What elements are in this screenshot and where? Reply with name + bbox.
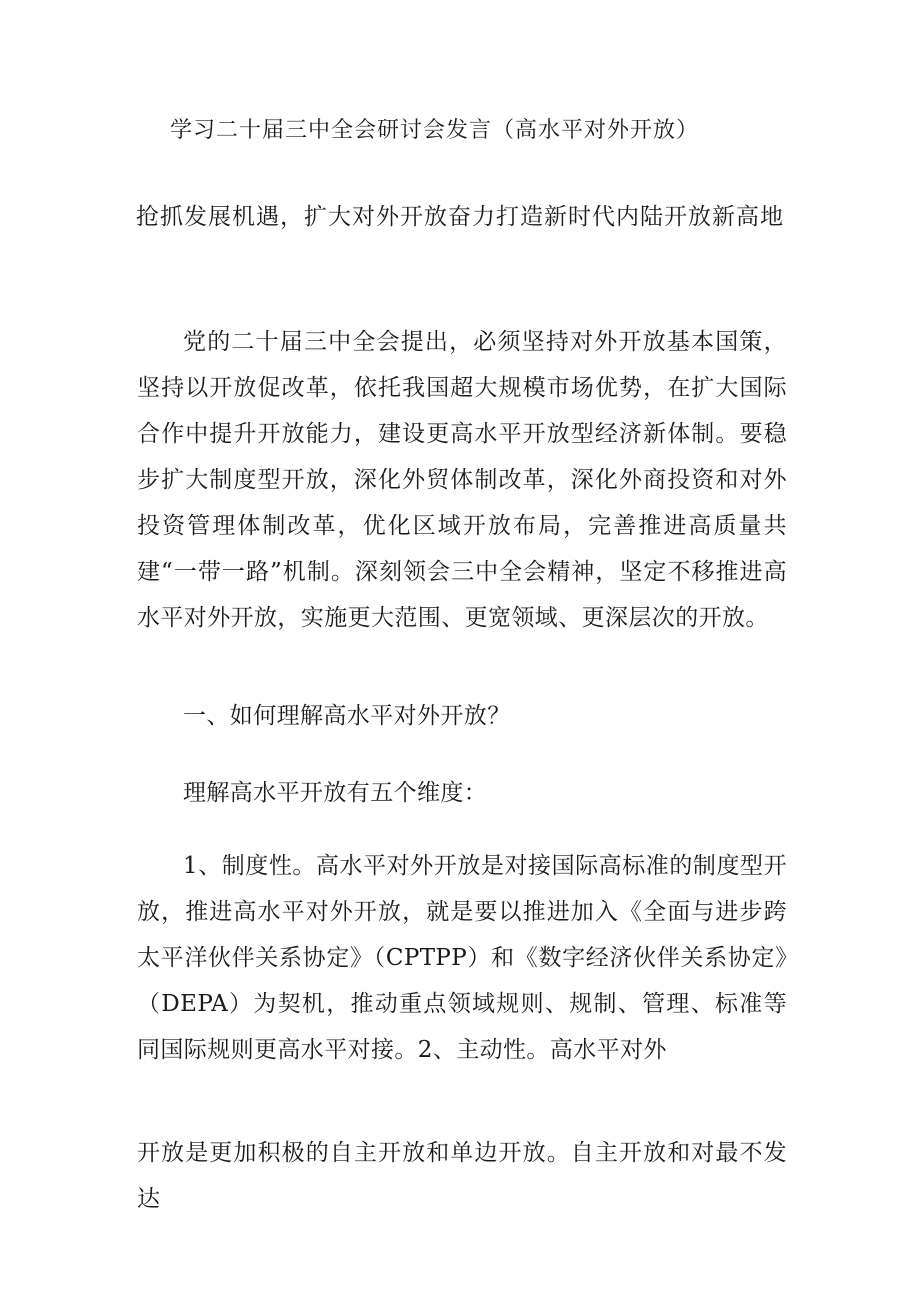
- document-title: 学习二十届三中全会研讨会发言（高水平对外开放）: [170, 118, 700, 143]
- document-subtitle: 抢抓发展机遇，扩大对外开放奋力打造新时代内陆开放新高地: [136, 204, 784, 230]
- paragraph-dimensions-intro: 理解高水平开放有五个维度：: [183, 780, 488, 806]
- paragraph-continuation: 开放是更加积极的自主开放和单边开放。自主开放和对最不发达: [137, 1140, 787, 1212]
- paragraph-dimension-1: 1、制度性。高水平对外开放是对接国际高标准的制度型开放，推进高水平对外开放，就是要以推进加入《全面与进步跨太平洋伙伴关系协定》（CPTPP）和《数字经济伙伴关系协定》（DEPA）为契机，推动重点领域规则、规制、管理、标准等同国际规则更高水平对接。2、主动性。高水平对外: [137, 853, 787, 1063]
- section-heading: 一、如何理解高水平对外开放？: [183, 703, 511, 729]
- paragraph-intro: 党的二十届三中全会提出，必须坚持对外开放基本国策，坚持以开放促改革，依托我国超大规模市场优势，在扩大国际合作中提升开放能力，建设更高水平开放型经济新体制。要稳步扩大制度型开放，深化外贸体制改革，深化外商投资和对外投资管理体制改革，优化区域开放布局，完善推进高质量共建“一带一路”机制。深刻领会三中全会精神，坚定不移推进高水平对外开放，实施更大范围、更宽领域、更深层次的开放。: [137, 329, 787, 631]
